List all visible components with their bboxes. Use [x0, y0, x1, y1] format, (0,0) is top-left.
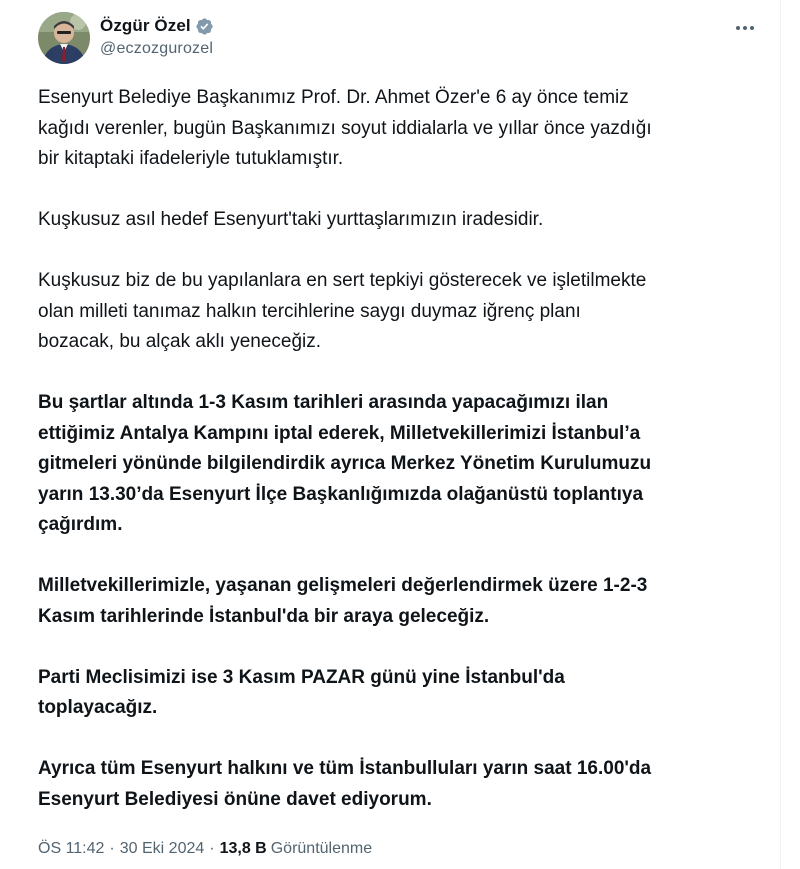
author-info — [100, 15, 214, 58]
author-handle[interactable]: @eczozgurozel — [100, 40, 214, 57]
more-options-button[interactable] — [730, 16, 760, 40]
avatar[interactable] — [38, 12, 90, 64]
tweet-paragraph-bold: Parti Meclisimizi ise 3 Kasım PAZAR günü yine İstanbul'da toplayacağız. — [38, 666, 565, 718]
more-horizontal-icon — [735, 25, 755, 31]
tweet-date[interactable]: 30 Eki 2024 — [119, 840, 205, 857]
tweet-paragraph-bold: Bu şartlar altında 1-3 Kasım tarihleri arasında yapacağımızı ilan ettiğimiz Antalya Kampını iptal ederek, Milletvekillerimizi İstanbul’a gitmeleri yönünde bilgilendirdik ayrıca Merkez Yönetim Kurulumuzu yarın 13.30’da Esenyurt İlçe Başkanlığımızda olağanüstü toplantıya çağırdım. — [38, 392, 652, 535]
display-name-row — [100, 15, 214, 37]
views-label: Görüntülenme — [270, 840, 373, 857]
verified-badge-icon[interactable] — [195, 17, 214, 36]
meta-separator: · — [209, 840, 215, 857]
avatar-photo-icon — [38, 12, 90, 64]
tweet-time[interactable]: ÖS 11:42 — [38, 840, 105, 857]
tweet-paragraph: Kuşkusuz asıl hedef Esenyurt'taki yurttaşlarımızın iradesidir. — [38, 209, 544, 230]
tweet-paragraph-bold: Milletvekillerimizle, yaşanan gelişmeleri değerlendirmek üzere 1-2-3 Kasım tarihlerinde İstanbul'da bir araya geleceğiz. — [38, 575, 648, 627]
views-count[interactable]: 13,8 B — [219, 840, 267, 857]
author-display-name[interactable]: Özgür Özel — [100, 16, 191, 35]
tweet-text — [38, 83, 770, 815]
tweet-paragraph: Esenyurt Belediye Başkanımız Prof. Dr. Ahmet Özer'e 6 ay önce temiz kağıdı verenler, bugün Başkanımızı soyut iddialarla ve yıllar önce yazdığı bir kitaptaki ifadeleriyle tutuklamıştır. — [38, 87, 652, 169]
tweet-paragraph: Kuşkusuz biz de bu yapılanlara en sert tepkiyi gösterecek ve işletilmekte olan milleti tanımaz halkın tercihlerine saygı duymaz iğrenç planı bozacak, bu alçak aklı yeneceğiz. — [38, 270, 647, 352]
tweet-paragraph-bold: Ayrıca tüm Esenyurt halkını ve tüm İstanbulluları yarın saat 16.00'da Esenyurt Belediyesi önüne davet ediyorum. — [38, 758, 652, 810]
meta-separator: · — [109, 840, 115, 857]
tweet-meta — [38, 840, 372, 858]
tweet-header — [38, 12, 764, 68]
